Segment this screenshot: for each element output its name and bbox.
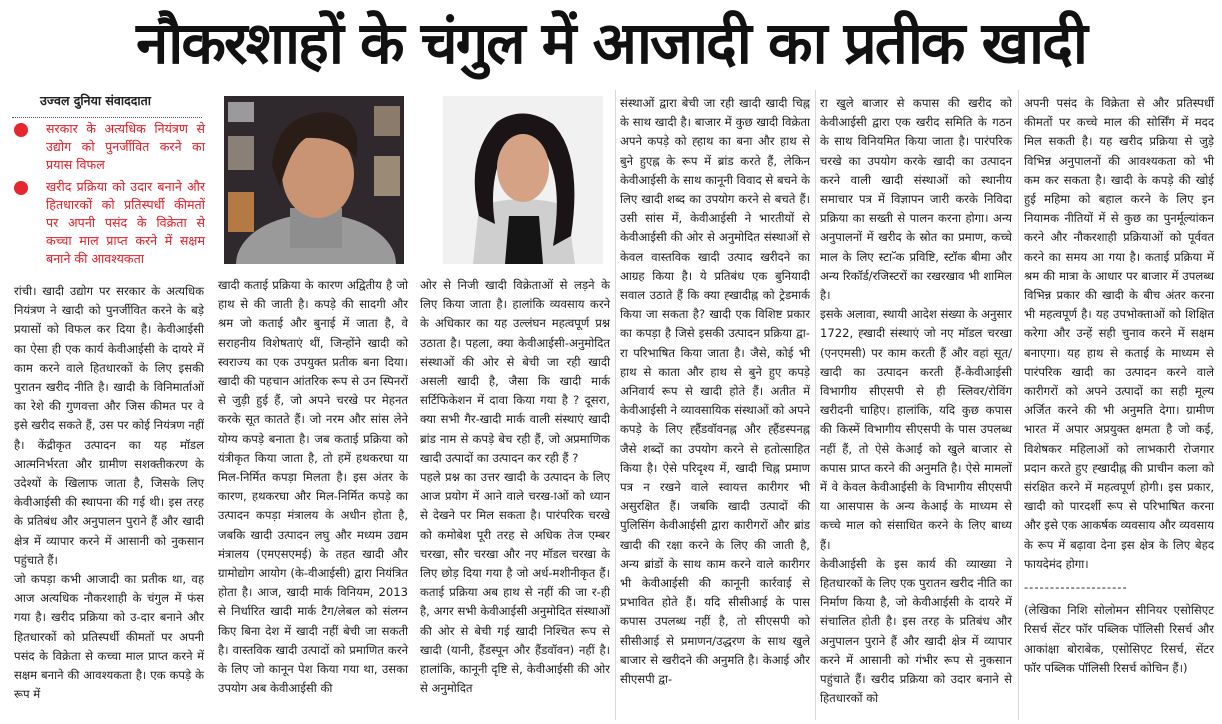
paragraph: अपनी पसंद के विक्रेता से और प्रतिस्पर्धी कीमतों पर कच्चे माल की सोर्सिंग में मदद मिल सकती है। यह खरीद प्रक्रिया से जुड़े विभिन्न अनुपालनों की आवश्यकता को भी कम कर सकता है। खादी के कपड़े की खोई हुई महिमा को बहाल करने के लिए इन नियामक नीतियों में से कुछ का पुनर्मूल्यांकन करने और नौकरशाही प्रक्रियाओं को पूर्ववत करने का समय आ गया है। कताई प्रक्रिया में श्रम की मात्रा के आधार पर बाजार में उपलब्ध विभिन्न प्रकार की खादी के बीच अंतर करना भी महत्वपूर्ण है। यह उपभोक्ताओं को शिक्षित करेगा और उन्हें सही चुनाव करने में सक्षम बनाएगा। यह हाथ से कताई के माध्यम से पारंपरिक खादी का उत्पादन करने वाले कारीगरों को अपने उत्पादों का सही मूल्य अर्जित करने की भी अनुमति देगा। ग्रामीण भारत में अपार अप्रयुक्त क्षमता है जो कई, विशेषकर महिलाओं को लाभकारी रोजगार प्रदान करते हुए ह्खादीह्न की प्राचीन कला को संरक्षित करने में महत्वपूर्ण होगी। इस प्रकार, खादी को पारदर्शी रूप से परिभाषित करना और इसे एक आकर्षक व्यवसाय और व्यवसाय के रूप में बढ़ावा देना इस क्षेत्र के लिए बेहद फायदेमंद होगा। xyxy=(1024,96,1214,571)
column-5 xyxy=(820,94,1012,709)
highlight-box xyxy=(0,120,205,268)
author-photo-2 xyxy=(443,96,603,264)
column-4 xyxy=(620,94,810,689)
author-photo-1 xyxy=(224,96,404,264)
column-1 xyxy=(14,282,204,704)
portrait-1-image xyxy=(224,96,404,264)
paragraph: संस्थाओं द्वारा बेची जा रही खादी खादी चिह्न के साथ खादी है। बाजार में कुछ खादी विक्रेता अपने कपड़े को ह्हाथ का बना और हाथ से बुने हुएह्न के रूप में ब्रांड करते हैं, लेकिन केवीआईसी के साथ कानूनी विवाद से बचने के लिए खादी शब्द का उपयोग करने से बचते हैं। उसी सांस में, केवीआईसी ने भारतीयों से केवीआईसी की ओर से अनुमोदित संस्थाओं से केवल वास्तविक खादी उत्पाद खरीदने का आग्रह किया है। ये प्रतिबंध एक बुनियादी सवाल उठाते हैं कि क्या ह्खादीह्न को ट्रेडमार्क किया जा सकता है? खादी एक विशिष्ट प्रकार का कपड़ा है जिसे इसकी उत्पादन प्रक्रिया द्वा-रा परिभाषित किया जाता है। जैसे, कोई भी हाथ से काता और हाथ से बुने हुए कपड़े अनिवार्य रूप से खादी होते हैं। अतीत में केवीआईसी ने व्यावसायिक संस्थाओं को अपने कपड़े के लिए ह्हैंडवॉवनह्न और ह्हैंडस्पनह्न जैसे शब्दों का उपयोग करने से हतोत्साहित किया है। ऐसे परिदृश्य में, खादी चिह्न प्रमाण पत्र न रखने वाले स्वायत्त कारीगर भी असुरक्षित हैं। जबकि खादी उत्पादों की पुलिसिंग केवीआईसी द्वारा कारीगरों और ब्रांड खादी की रक्षा करने के लिए की जाती है, अन्य ब्रांडों के साथ काम करने वाले कारीगर भी केवीआईसी की कानूनी कार्रवाई से प्रभावित होते हैं। यदि सीसीआई के पास कपास उपलब्ध नहीं है, तो सीएसपी को सीसीआई से प्रमाणन/उद्धरण के साथ खुले बाजार से खरीदने की अनुमति है। केआई और सीएसपी द्वा- xyxy=(620,96,810,687)
column-divider xyxy=(815,90,816,720)
column-2 xyxy=(218,276,408,698)
paragraph: ओर से निजी खादी विक्रेताओं से लड़ने के लिए किया जाता है। हालांकि व्यवसाय करने के अधिकार का यह उल्लंघन महत्वपूर्ण प्रश्न उठाता है। पहला, क्या केवीआईसी-अनुमोदित संस्थाओं की ओर से बेची जा रही खादी असली खादी है, जैसा कि खादी मार्क सर्टिफिकेशन में दावा किया गया है ? दूसरा, क्या सभी गैर-खादी मार्क वाली संस्थाएं खादी ब्रांड नाम से कपड़े बेच रही हैं, जो अप्रमाणिक खादी उत्पादों का उत्पादन कर रही हैं ? xyxy=(420,278,610,465)
paragraph: जो कपड़ा कभी आजादी का प्रतीक था, वह आज अत्यधिक नौकरशाही के चंगुल में फंस गया है। खरीद प्रक्रिया को उ-दार बनाने और हितधारकों को प्रतिस्पर्धी कीमतों पर अपनी पसंद के विक्रेता से कच्चा माल प्राप्त करने में सक्षम बनाने की आवश्यकता है। एक कपड़े के रूप में xyxy=(14,572,204,702)
highlight-text: खरीद प्रक्रिया को उदार बनाने और हितधारकों को प्रतिस्पर्धी कीमतों पर अपनी पसंद के विक्रेता से कच्चा माल प्राप्त करने में सक्षम बनाने की आवश्यकता xyxy=(46,179,205,266)
column-divider xyxy=(615,90,616,720)
paragraph: इसके अलावा, स्थायी आदेश संख्या के अनुसार 1722, ह्खादी संस्थाएं जो नए मॉडल चरखा (एनएमसी) पर काम करती हैं और वहां सूत/खादी का उत्पादन करती हैं-केवीआईसी विभागीय सीएसपी से ही स्लिवर/रोविंग खरीदनी चाहिए। हालांकि, यदि कुछ कपास की किस्में विभागीय सीएसपी के पास उपलब्ध नहीं हैं, तो ऐसे केआई को खुले बाजार से कपास प्राप्त करने की अनुमति है। ऐसे मामलों में वे केवल केवीआईसी के विभागीय सीएसपी या आसपास के अन्य केआई के माध्यम से कच्चे माल को संसाधित करने के लिए बाध्य हैं। xyxy=(820,307,1012,552)
separator: -------------------- xyxy=(1024,580,1128,595)
byline-divider xyxy=(12,117,202,118)
bullet-icon xyxy=(14,181,28,195)
paragraph: रांची। खादी उद्योग पर सरकार के अत्यधिक नियंत्रण ने खादी को पुनर्जीवित करने के बड़े प्रयासों को विफल कर दिया है। केवीआईसी का ऐसा ही एक कार्य केवीआईसी के दायरे में काम करने वाले हितधारकों के लिए इसकी पुरातन खरीद नीति है। खादी के विनिमार्ताओं का रेशे की गुणवत्ता और जिस कीमत पर वे इसे खरीद सकते हैं, उस पर कोई नियंत्रण नहीं है। केंद्रीकृत उत्पादन का यह मॉडल आत्मनिर्भरता और ग्रामीण सशक्तीकरण के उदेश्यों के खिलाफ जाता है, जिसके लिए केवीआईसी की स्थापना की गई थी। इस तरह के प्रतिबंध और अनुपालन पुराने हैं और खादी क्षेत्र में व्यापार करने में आसानी को नुकसान पहुंचाते हैं। xyxy=(14,284,204,567)
paragraph: खादी कताई प्रक्रिया के कारण अद्वितीय है जो हाथ से की जाती है। कपड़े की सादगी और श्रम जो कताई और बुनाई में जाता है, वे सराहनीय विशेषताएं थीं, जिन्होंने खादी को स्वराज्य का एक उपयुक्त प्रतीक बना दिया। खादी की पहचान आंतरिक रूप से उन स्पिनरों से जुड़ी हुई हैं, जो अपने चरखे पर मेहनत करके सूत कातते हैं। जो नरम और सांस लेने योग्य कपड़े बनाता है। जब कताई प्रक्रिया को यंत्रीकृत किया जाता है, तो हमें हथकरघा या मिल-निर्मित कपड़ा मिलता है। इस अंतर के कारण, हथकरघा और मिल-निर्मित कपड़े का उत्पादन कपड़ा मंत्रालय के अधीन होता है, जबकि खादी उत्पादन लघु और मध्यम उद्यम मंत्रालय (एमएसएमई) के तहत खादी और ग्रामोद्योग आयोग (के-वीआईसी) द्वारा नियंत्रित होता है। आज, खादी मार्क विनियम, 2013 से निर्धारित खादी मार्क टैग/लेबल को संलग्न किए बिना देश में खादी नहीं बेची जा सकती है। वास्तविक खादी उत्पादों को प्रमाणित करने के लिए जो कानून पेश किया गया था, उसका उपयोग अब केवीआईसी की xyxy=(218,278,408,696)
portrait-2-image xyxy=(443,96,603,264)
paragraph: रा खुले बाजार से कपास की खरीद को केवीआईसी द्वारा एक खरीद समिति के गठन के साथ विनियमित किया जाता है। पारंपरिक चरखे का उपयोग करके खादी का उत्पादन करने वाली खादी संस्थाओं को स्थानीय समाचार पत्र में विज्ञापन जारी करके निविदा प्रक्रिया का सख्ती से पालन करना होगा। अन्य अनुपालनों में खरीद के स्रोत का प्रमाण, कच्चे माल के लिए स्टा-ॅक प्रविष्टि, स्टॉक बीमा और अन्य रिकॉर्ड/रजिस्टरों का रखरखाव भी शामिल है। xyxy=(820,96,1012,303)
paragraph: केवीआईसी के इस कार्य की व्याख्या ने हितधारकों के लिए एक पुरातन खरीद नीति का निर्माण किया है, जो केवीआईसी के दायरे में संचालित होती है। इस तरह के प्रतिबंध और अनुपालन पुराने हैं और खादी क्षेत्र में व्यापार करने में आसानी को गंभीर रूप से नुकसान पहुंचाते हैं। खरीद प्रक्रिया को उदार बनाने से हितधारकों को xyxy=(820,556,1012,706)
paragraph: पहले प्रश्न का उत्तर खादी के उत्पादन के लिए आज प्रयोग में आने वाले चरख-ाओं को ध्यान से देखने पर मिल सकता है। पारंपरिक चरखे को कमोबेश पूरी तरह से अधिक तेज एम्बर चरखा, सौर चरखा और नए मॉडल चरखा के लिए छोड़ दिया गया है जो अर्ध-मशीनीकृत हैं। कताई प्रक्रिया अब हाथ से नहीं की जा र-ही है, अगर सभी केवीआईसी अनुमोदित संस्थाओं की ओर से बेची गई खादी निश्चित रूप से खादी (यानी, हैंडस्पून और हैंडवॉवन) नहीं है। हालांकि, कानूनी दृष्टि से, केवीआईसी की ओर से अनुमोदित xyxy=(420,470,610,696)
author-note: (लेखिका निशि सोलोमन सीनियर एसोसिएट रिसर्च सेंटर फॉर पब्लिक पॉलिसी रिसर्च और आकांक्षा बोराबेक, एसोसिएट रिसर्च, सेंटर फॉर पब्लिक पॉलिसी रिसर्च कोचिन हैं।) xyxy=(1024,603,1214,675)
highlight-item xyxy=(0,178,205,268)
highlight-item xyxy=(0,120,205,174)
headline: नौकरशाहों के चंगुल में आजादी का प्रतीक खादी xyxy=(136,9,1086,77)
byline: उज्वल दुनिया संवाददाता xyxy=(40,93,151,108)
column-divider xyxy=(1018,90,1019,720)
column-3 xyxy=(420,276,610,698)
highlight-text: सरकार के अत्यधिक नियंत्रण से उद्योग को पुनर्जीवित करने का प्रयास विफल xyxy=(46,121,205,172)
column-6 xyxy=(1024,94,1214,678)
bullet-icon xyxy=(14,123,28,137)
